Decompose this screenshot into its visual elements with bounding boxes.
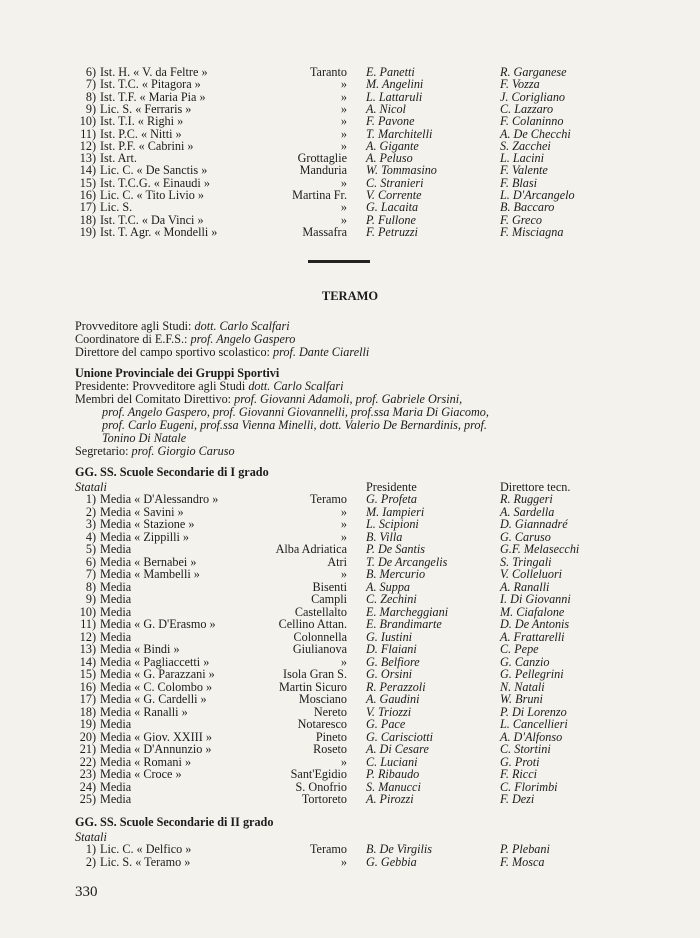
president-name: E. Marcheggiani — [366, 604, 449, 619]
town-name: » — [340, 654, 347, 669]
town-name: Tortoreto — [301, 792, 347, 806]
town-name: S. Onofrio — [295, 779, 347, 794]
row-number: 3) — [85, 517, 96, 531]
town-name: » — [340, 175, 347, 190]
town-name: Isola Gran S. — [283, 667, 347, 681]
director-name: N. Natali — [500, 679, 545, 694]
institute-name: Lic. S. « Teramo » — [100, 854, 191, 869]
row-number: 2) — [85, 854, 96, 869]
members-line-2: prof. Angelo Gaspero, prof. Giovanni Giovannelli, prof.ssa Maria Di Giacomo, — [102, 405, 489, 419]
institute-name: Ist. Art. — [100, 151, 137, 166]
president-name: A. Gaudini — [366, 692, 420, 706]
table-row — [0, 226, 700, 239]
segretario-line: Segretario: prof. Giorgio Caruso — [75, 444, 235, 458]
institute-name: Ist. P.C. « Nitti » — [100, 126, 182, 141]
row-number: 17) — [79, 200, 96, 215]
row-number: 12) — [79, 629, 96, 644]
director-name: P. Di Lorenzo — [500, 704, 567, 719]
president-name: A. Suppa — [366, 579, 411, 594]
director-name: B. Baccaro — [500, 200, 555, 215]
institute-name: Ist. T. Agr. « Mondelli » — [100, 224, 218, 239]
grade2-statali: Statali — [75, 830, 107, 844]
town-name: Manduria — [299, 163, 347, 178]
president-name: B. Villa — [366, 529, 403, 544]
institute-name: Media « Stazione » — [100, 517, 195, 531]
institute-name: Media — [100, 792, 132, 806]
president-name: B. De Virgilis — [366, 842, 433, 856]
institute-name: Ist. T.F. « Maria Pia » — [100, 89, 206, 104]
president-name: V. Triozzi — [366, 704, 412, 719]
director-name: D. Giannadré — [500, 517, 568, 531]
president-name: F. Petruzzi — [366, 224, 418, 239]
row-number: 12) — [79, 138, 96, 153]
row-number: 1) — [85, 492, 96, 506]
president-name: R. Perazzoli — [366, 679, 426, 694]
town-name: » — [340, 77, 347, 92]
director-name: G. Pellegrini — [500, 667, 564, 681]
director-name: F. Colaninno — [500, 114, 564, 129]
town-name: Martina Fr. — [292, 188, 347, 202]
president-name: S. Manucci — [366, 779, 421, 794]
row-number: 23) — [79, 767, 96, 781]
president-name: A. Peluso — [366, 151, 413, 166]
institute-name: Media — [100, 717, 132, 731]
director-name: R. Ruggeri — [500, 492, 553, 506]
row-number: 10) — [79, 604, 96, 619]
row-number: 13) — [79, 642, 96, 656]
town-name: Sant'Egidio — [290, 767, 347, 781]
institute-name: Media « Romani » — [100, 754, 192, 769]
institute-name: Media « Pagliaccetti » — [100, 654, 210, 669]
director-name: A. Sardella — [500, 504, 555, 519]
institute-name: Media — [100, 604, 132, 619]
institute-name: Media « D'Alessandro » — [100, 492, 219, 506]
president-name: V. Corrente — [366, 188, 422, 202]
town-name: Giulianova — [292, 642, 347, 656]
section-divider — [308, 260, 370, 263]
section-title: TERAMO — [321, 289, 379, 303]
row-number: 15) — [79, 175, 96, 190]
row-number: 9) — [85, 592, 96, 606]
row-number: 14) — [79, 163, 96, 178]
grade1-title: GG. SS. Scuole Secondarie di I grado — [75, 465, 269, 479]
institute-name: Media — [100, 779, 132, 794]
president-name: G. Gebbia — [366, 854, 417, 869]
page-number: 330 — [75, 884, 98, 900]
town-name: Bisenti — [312, 579, 347, 594]
row-number: 15) — [79, 667, 96, 681]
president-name: F. Pavone — [366, 114, 415, 129]
president-name: A. Nicol — [366, 101, 406, 116]
institute-name: Media « G. Parazzani » — [100, 667, 215, 681]
president-name: A. Di Cesare — [366, 742, 429, 756]
coordinatore-line: Coordinatore di E.F.S.: prof. Angelo Gaspero — [75, 332, 296, 346]
director-name: F. Misciagna — [500, 224, 564, 239]
president-name: T. Marchitelli — [366, 126, 433, 141]
row-number: 6) — [85, 554, 96, 569]
table-row — [0, 793, 700, 806]
director-name: G. Caruso — [500, 529, 551, 544]
director-name: F. Vozza — [500, 77, 540, 92]
town-name: » — [340, 126, 347, 141]
director-name: F. Valente — [500, 163, 548, 178]
director-name: M. Ciafalone — [500, 604, 565, 619]
row-number: 19) — [79, 717, 96, 731]
institute-name: Media « G. Cardelli » — [100, 692, 207, 706]
institute-name: Lic. C. « Delfico » — [100, 842, 192, 856]
director-name: C. Florimbi — [500, 779, 558, 794]
row-number: 20) — [79, 729, 96, 744]
direttore-line: Direttore del campo sportivo scolastico: prof. Dante Ciarelli — [75, 345, 370, 359]
president-name: G. Profeta — [366, 492, 417, 506]
president-name: T. De Arcangelis — [366, 554, 448, 569]
town-name: Taranto — [309, 65, 347, 79]
president-name: P. De Santis — [366, 542, 426, 556]
row-number: 5) — [85, 542, 96, 556]
institute-name: Media « Bernabei » — [100, 554, 197, 569]
members-line-4: Tonino Di Natale — [102, 431, 187, 445]
director-name: R. Garganese — [500, 65, 567, 79]
members-line-1: Membri del Comitato Direttivo: prof. Giovanni Adamoli, prof. Gabriele Orsini, — [75, 392, 463, 406]
president-name: C. Luciani — [366, 754, 418, 769]
president-name: G. Iustini — [366, 629, 413, 644]
institute-name: Ist. P.F. « Cabrini » — [100, 138, 194, 153]
column-header-presidente: Presidente — [366, 480, 417, 494]
institute-name: Lic. C. « De Sanctis » — [100, 163, 208, 178]
director-name: F. Dezi — [500, 792, 535, 806]
president-name: G. Lacaita — [366, 200, 419, 215]
director-name: L. Lacini — [500, 151, 545, 166]
institute-name: Media « Croce » — [100, 767, 182, 781]
president-name: E. Brandimarte — [366, 617, 442, 631]
director-name: F. Mosca — [500, 854, 545, 869]
president-name: B. Mercurio — [366, 567, 426, 581]
institute-name: Ist. T.I. « Righi » — [100, 114, 184, 129]
town-name: » — [340, 200, 347, 215]
institute-name: Media « Bindi » — [100, 642, 180, 656]
town-name: Notaresco — [297, 717, 347, 731]
president-name: P. Fullone — [366, 212, 416, 227]
town-name: » — [340, 89, 347, 104]
institute-name: Media « C. Colombo » — [100, 679, 213, 694]
institute-name: Ist. T.C. « Da Vinci » — [100, 212, 204, 227]
president-name: E. Panetti — [366, 65, 415, 79]
town-name: » — [340, 504, 347, 519]
town-name: Castellalto — [294, 604, 347, 619]
director-name: A. D'Alfonso — [500, 729, 563, 744]
institute-name: Lic. S. — [100, 200, 133, 215]
row-number: 11) — [80, 126, 96, 141]
president-name: G. Pace — [366, 717, 406, 731]
director-name: C. Stortini — [500, 742, 551, 756]
town-name: Nereto — [313, 704, 347, 719]
row-number: 17) — [79, 692, 96, 706]
town-name: Teramo — [309, 842, 347, 856]
town-name: » — [340, 854, 347, 869]
row-number: 16) — [79, 188, 96, 202]
director-name: G. Canzio — [500, 654, 550, 669]
row-number: 10) — [79, 114, 96, 129]
row-number: 8) — [85, 89, 96, 104]
president-name: W. Tommasino — [366, 163, 437, 178]
row-number: 7) — [85, 77, 96, 92]
town-name: Alba Adriatica — [275, 542, 347, 556]
town-name: Grottaglie — [297, 151, 347, 166]
president-name: C. Zechini — [366, 592, 417, 606]
president-name: A. Pirozzi — [366, 792, 414, 806]
town-name: » — [340, 517, 347, 531]
director-name: F. Greco — [500, 212, 542, 227]
town-name: Roseto — [313, 742, 347, 756]
president-name: D. Flaiani — [366, 642, 417, 656]
town-name: » — [340, 101, 347, 116]
town-name: » — [340, 754, 347, 769]
town-name: » — [340, 138, 347, 153]
row-number: 11) — [80, 617, 96, 631]
president-name: M. Angelini — [366, 77, 424, 92]
provveditore-line: Provveditore agli Studi: dott. Carlo Scalfari — [75, 319, 290, 333]
director-name: P. Plebani — [500, 842, 550, 856]
institute-name: Media « D'Annunzio » — [100, 742, 212, 756]
members-line-3: prof. Carlo Eugeni, prof.ssa Vienna Minelli, dott. Valerio De Bernardinis, prof. — [102, 418, 487, 432]
president-name: L. Lattaruli — [366, 89, 423, 104]
institute-name: Media « Ranalli » — [100, 704, 188, 719]
town-name: Colonnella — [293, 629, 347, 644]
president-name: M. Iampieri — [366, 504, 425, 519]
director-name: J. Corigliano — [500, 89, 566, 104]
row-number: 14) — [79, 654, 96, 669]
director-name: I. Di Giovanni — [500, 592, 571, 606]
institute-name: Media « G. D'Erasmo » — [100, 617, 216, 631]
institute-name: Media — [100, 629, 132, 644]
row-number: 2) — [85, 504, 96, 519]
institute-name: Lic. C. « Tito Livio » — [100, 188, 204, 202]
town-name: Cellino Attan. — [278, 617, 347, 631]
director-name: F. Blasi — [500, 175, 538, 190]
row-number: 9) — [85, 101, 96, 116]
president-name: G. Carisciotti — [366, 729, 434, 744]
grade2-title: GG. SS. Scuole Secondarie di II grado — [75, 815, 274, 829]
director-name: S. Tringali — [500, 554, 552, 569]
director-name: A. De Checchi — [500, 126, 571, 141]
column-header-direttore: Direttore tecn. — [500, 480, 571, 494]
row-number: 24) — [79, 779, 96, 794]
director-name: A. Ranalli — [500, 579, 550, 594]
row-number: 18) — [79, 704, 96, 719]
director-name: S. Zacchei — [500, 138, 551, 153]
director-name: G. Proti — [500, 754, 540, 769]
row-number: 13) — [79, 151, 96, 166]
town-name: Campli — [311, 592, 347, 606]
director-name: C. Lazzaro — [500, 101, 554, 116]
row-number: 1) — [85, 842, 96, 856]
town-name: Atri — [327, 554, 347, 569]
institute-name: Media — [100, 542, 132, 556]
town-name: » — [340, 567, 347, 581]
institute-name: Ist. T.C.G. « Einaudi » — [100, 175, 210, 190]
town-name: » — [340, 212, 347, 227]
institute-name: Ist. H. « V. da Feltre » — [100, 65, 208, 79]
director-name: W. Bruni — [500, 692, 543, 706]
director-name: L. Cancellieri — [500, 717, 568, 731]
row-number: 25) — [79, 792, 96, 806]
president-name: C. Stranieri — [366, 175, 424, 190]
director-name: F. Ricci — [500, 767, 538, 781]
institute-name: Media — [100, 579, 132, 594]
table-row — [0, 856, 700, 869]
director-name: V. Colleluori — [500, 567, 563, 581]
president-name: A. Gigante — [366, 138, 419, 153]
institute-name: Media — [100, 592, 132, 606]
president-name: G. Orsini — [366, 667, 413, 681]
institute-name: Media « Giov. XXIII » — [100, 729, 212, 744]
union-title: Unione Provinciale dei Gruppi Sportivi — [75, 366, 280, 380]
row-number: 18) — [79, 212, 96, 227]
row-number: 21) — [79, 742, 96, 756]
institute-name: Media « Savini » — [100, 504, 184, 519]
row-number: 22) — [79, 754, 96, 769]
town-name: Pineto — [315, 729, 347, 744]
institute-name: Ist. T.C. « Pitagora » — [100, 77, 201, 92]
town-name: Massafra — [302, 224, 347, 239]
director-name: L. D'Arcangelo — [500, 188, 575, 202]
row-number: 6) — [85, 65, 96, 79]
president-name: L. Scipioni — [366, 517, 419, 531]
town-name: Mosciano — [298, 692, 347, 706]
institute-name: Lic. S. « Ferraris » — [100, 101, 192, 116]
director-name: G.F. Melasecchi — [500, 542, 580, 556]
town-name: » — [340, 114, 347, 129]
town-name: » — [340, 529, 347, 544]
row-number: 16) — [79, 679, 96, 694]
institute-name: Media « Mambelli » — [100, 567, 200, 581]
president-name: G. Belfiore — [366, 654, 420, 669]
institute-name: Media « Zippilli » — [100, 529, 190, 544]
director-name: C. Pepe — [500, 642, 539, 656]
row-number: 19) — [79, 224, 96, 239]
grade1-statali: Statali — [75, 480, 107, 494]
town-name: Martin Sicuro — [278, 679, 347, 694]
director-name: A. Frattarelli — [500, 629, 565, 644]
row-number: 7) — [85, 567, 96, 581]
row-number: 4) — [85, 529, 96, 544]
town-name: Teramo — [309, 492, 347, 506]
director-name: D. De Antonis — [500, 617, 570, 631]
presidente-line: Presidente: Provveditore agli Studi dott. Carlo Scalfari — [75, 379, 344, 393]
row-number: 8) — [85, 579, 96, 594]
president-name: P. Ribaudo — [366, 767, 420, 781]
